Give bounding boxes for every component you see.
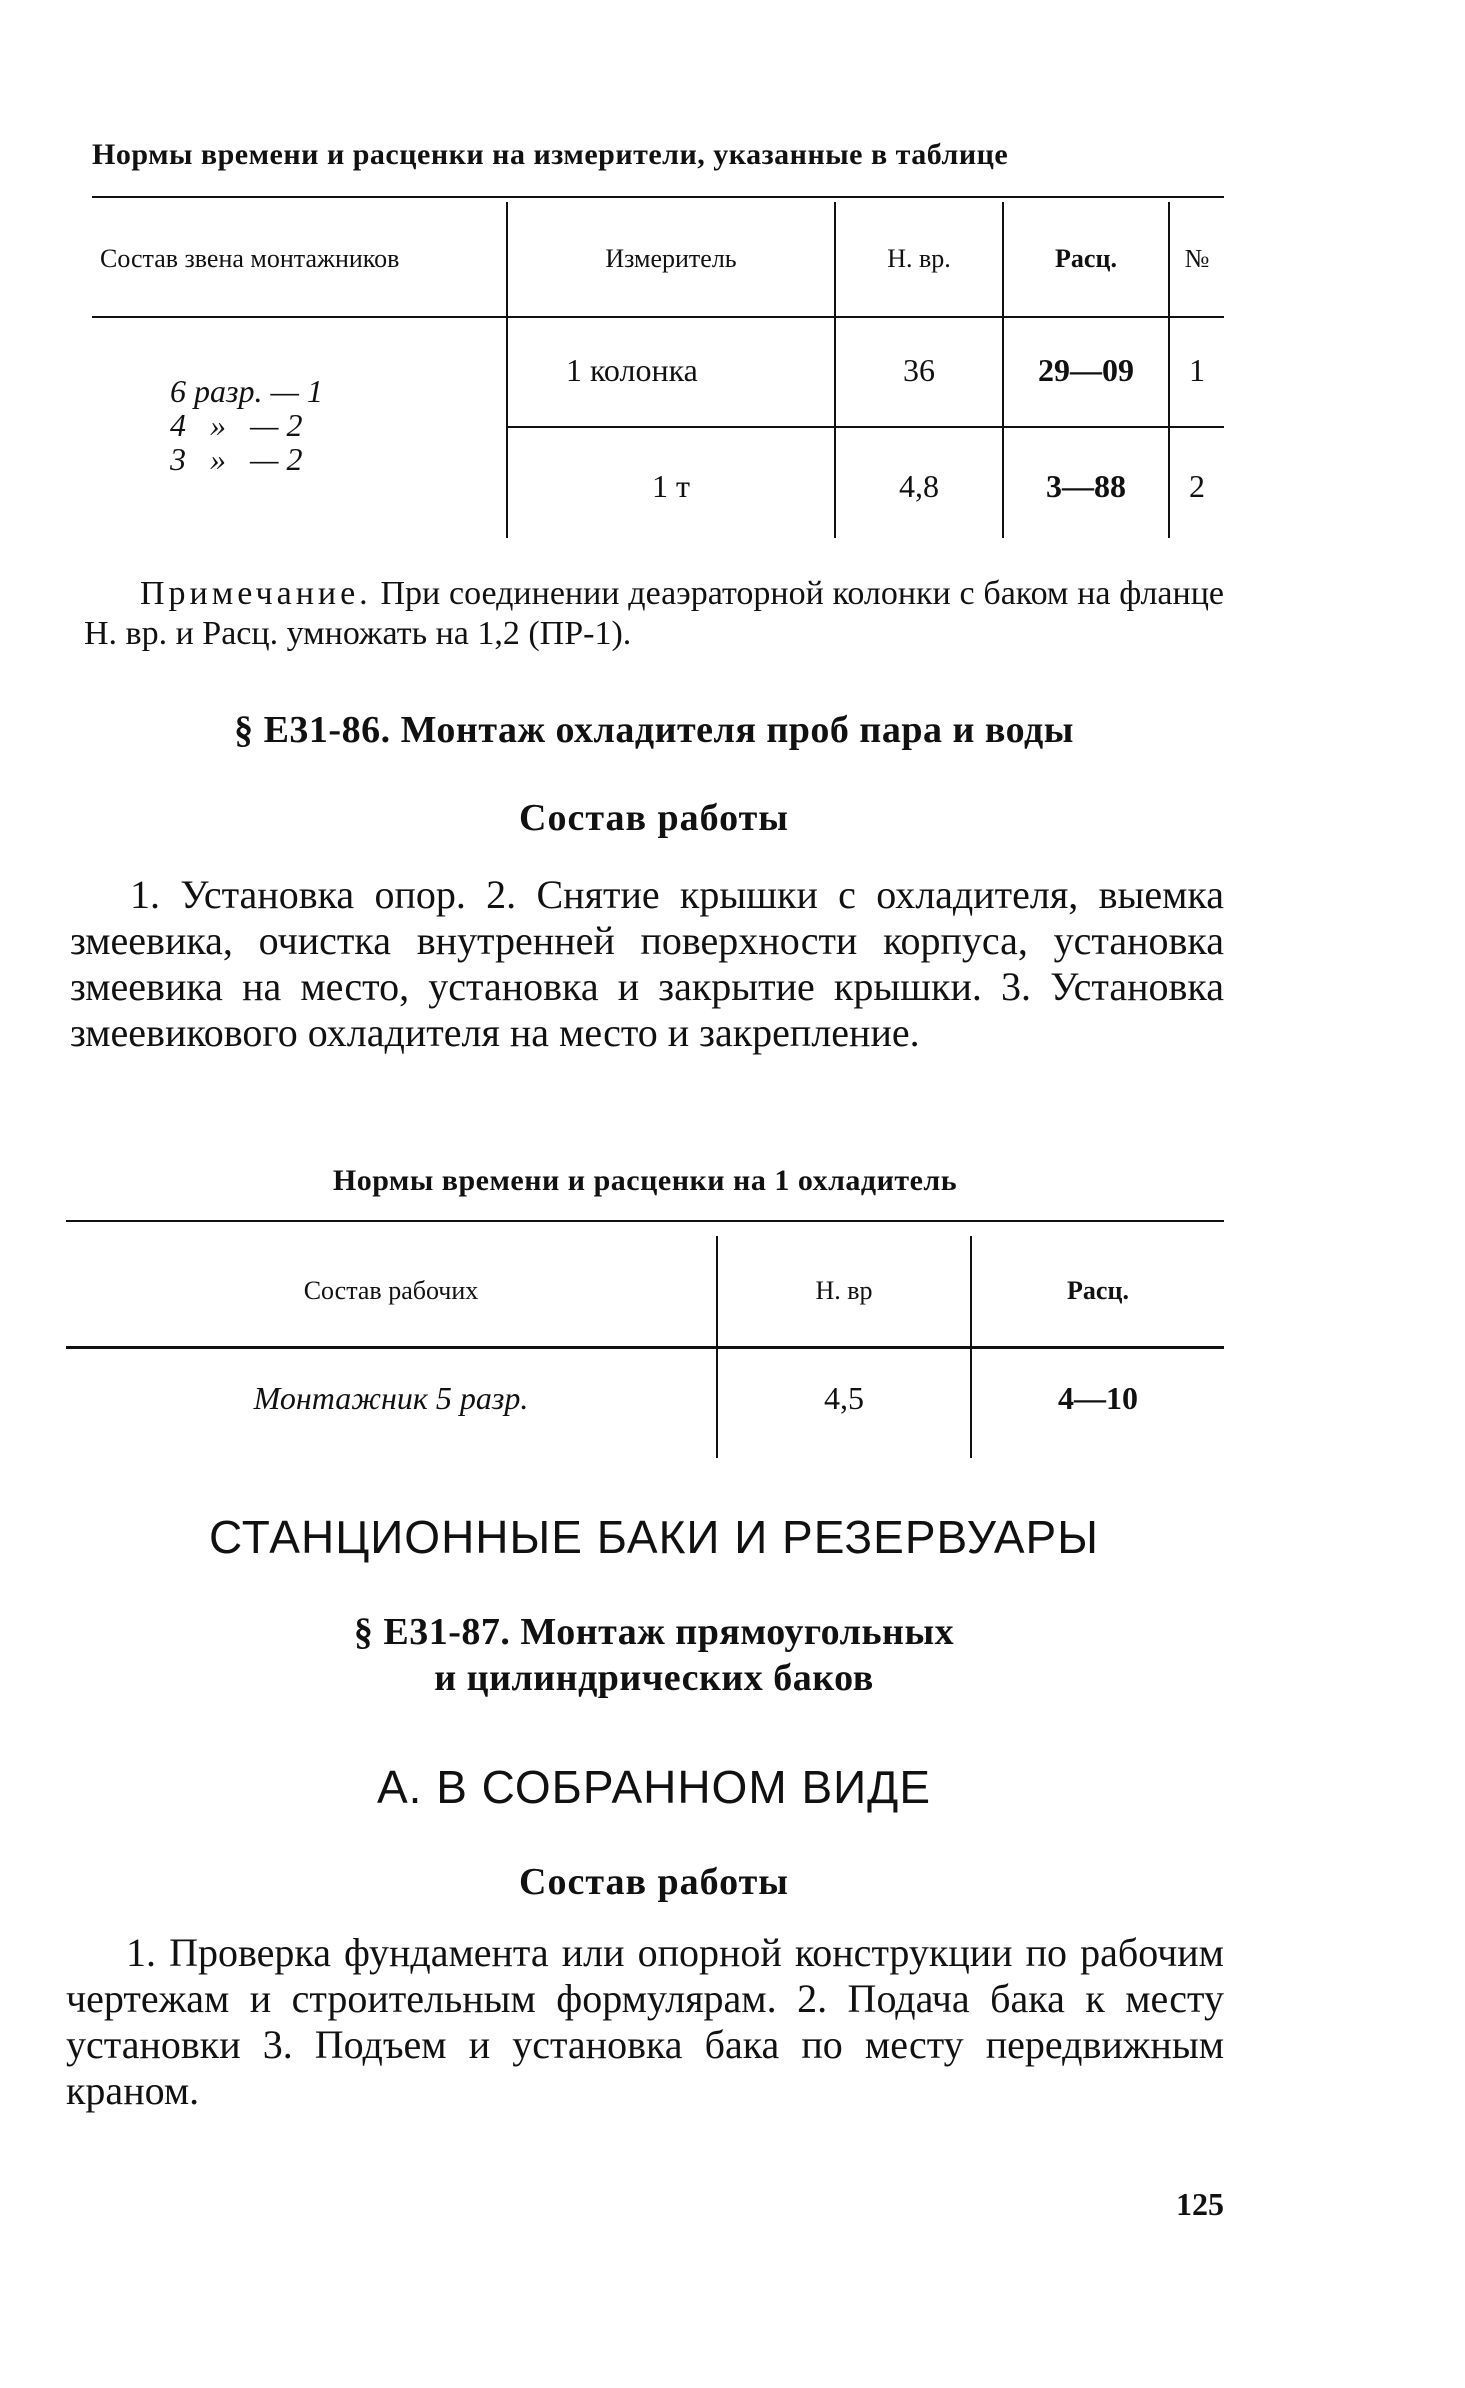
- table1-top-rule: [92, 196, 1224, 198]
- table1-row2-rate: 3—88: [1046, 468, 1126, 504]
- table1-header-crew: Состав звена монтажников: [100, 244, 400, 273]
- section87-title-line2: и цилиндрических баков: [434, 1657, 874, 1699]
- section86-subtitle: Состав работы: [519, 797, 789, 839]
- table1-row-rule: [508, 426, 1224, 428]
- note-label: Примечание.: [140, 575, 372, 612]
- section87-title-line1: § Е31-87. Монтаж прямоугольных: [353, 1611, 955, 1653]
- crew-line: 4 » — 2: [170, 407, 303, 443]
- table1-caption: Нормы времени и расценки на измерители, указанные в таблице: [92, 138, 1009, 171]
- table1-row1-num: 1: [1189, 352, 1205, 388]
- table1-header-num: №: [1184, 244, 1210, 273]
- table1-row1-unit: 1 колонка: [566, 352, 698, 388]
- table2-header-rate: Расц.: [1067, 1276, 1129, 1305]
- table2-header-workers: Состав рабочих: [303, 1276, 479, 1305]
- table2-row-rate: 4—10: [1058, 1380, 1138, 1416]
- table1-row2-time: 4,8: [899, 468, 939, 504]
- table1-header-rule: [92, 316, 1224, 318]
- crew-line: 6 разр. — 1: [170, 373, 323, 409]
- table1-header-unit: Измеритель: [605, 244, 737, 273]
- section86-title: § Е31-86. Монтаж охладителя проб пара и воды: [234, 709, 1074, 751]
- table1-crew: [170, 374, 490, 476]
- section87-subtitle: Состав работы: [519, 1861, 789, 1903]
- note-text: При соединении деаэраторной колонки с баком на фланце Н. вр. и Расц. умножать на 1,2 (ПР-1).: [84, 575, 1224, 652]
- section87-body: 1. Проверка фундамента или опорной конструкции по рабочим чертежам и строительным формулярам. 2. Подача бака к месту установки 3. Подъем и установка бака по месту передвижным краном.: [66, 1930, 1224, 2113]
- table2-top-rule: [66, 1220, 1224, 1222]
- table2-caption: Нормы времени и расценки на 1 охладитель: [332, 1164, 958, 1197]
- table2-header-time: Н. вр: [815, 1276, 873, 1305]
- table1-header-time: Н. вр.: [887, 244, 951, 273]
- table1-row2-unit: 1 т: [652, 468, 690, 504]
- table1-header-rate: Расц.: [1055, 244, 1117, 273]
- table1-row1-rate: 29—09: [1038, 352, 1134, 388]
- chapter-title: СТАНЦИОННЫЕ БАКИ И РЕЗЕРВУАРЫ: [209, 1511, 1099, 1563]
- table2-row-workers: Монтажник 5 разр.: [253, 1380, 529, 1416]
- table2-row-time: 4,5: [824, 1380, 864, 1416]
- page-number: 125: [1176, 2186, 1224, 2222]
- crew-line: 3 » — 2: [170, 441, 303, 477]
- table2-header-rule: [66, 1346, 1224, 1349]
- table1-note: [84, 574, 1224, 654]
- table1-row2-num: 2: [1189, 468, 1205, 504]
- section87-part-title: А. В СОБРАННОМ ВИДЕ: [376, 1761, 932, 1813]
- section86-body: 1. Установка опор. 2. Снятие крышки с охладителя, выемка змеевика, очистка внутренней поверхности корпуса, установка змеевика на место, установка и закрытие крышки. 3. Установка змеевикового охладителя на место и закрепление.: [70, 872, 1224, 1055]
- table1-row1-time: 36: [903, 352, 935, 388]
